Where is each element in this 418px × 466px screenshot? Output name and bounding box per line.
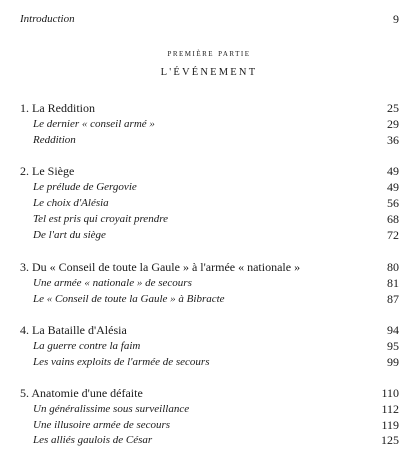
chapter-entry (20, 163, 399, 179)
section-entry (33, 417, 399, 433)
page-number: 81 (387, 276, 399, 290)
section-title: De l'art du siège (33, 229, 106, 241)
page-number: 125 (381, 433, 399, 447)
chapter-title: 5. Anatomie d'une défaite (20, 386, 143, 400)
page-number: 29 (387, 117, 399, 131)
section-title: Une armée « nationale » de secours (33, 277, 192, 289)
chapter-entry (20, 100, 399, 116)
section-entry (33, 116, 399, 132)
section-entry (33, 132, 399, 148)
section-title: Le choix d'Alésia (33, 197, 109, 209)
chapter-entry (20, 259, 399, 275)
section-entry (33, 179, 399, 195)
section-title: Les alliés gaulois de César (33, 434, 153, 446)
section-title: La guerre contre la faim (33, 340, 141, 352)
page-number: 87 (387, 292, 399, 306)
toc-entry-introduction (20, 11, 399, 27)
page-number: 72 (387, 228, 399, 242)
section-entry (33, 275, 399, 291)
page-number: 119 (381, 418, 399, 432)
page-number: 49 (387, 180, 399, 194)
section-title: Un généralissime sous surveillance (33, 403, 190, 415)
section-title: Le dernier « conseil armé » (33, 118, 155, 130)
page-number: 99 (387, 355, 399, 369)
chapter-title: 2. Le Siège (20, 164, 75, 178)
chapter-title: 1. La Reddition (20, 101, 95, 115)
chapter-entry (20, 385, 399, 401)
page-number: 36 (387, 133, 399, 147)
part-label: première partie (167, 48, 251, 59)
page-number: 110 (381, 386, 399, 400)
page-number: 94 (387, 323, 399, 337)
section-entry (33, 401, 399, 417)
part-title: L'ÉVÉNEMENT (160, 67, 258, 78)
section-entry (33, 211, 399, 227)
chapter-title: 4. La Bataille d'Alésia (20, 323, 127, 337)
page-number: 68 (387, 212, 399, 226)
chapter-title: 3. Du « Conseil de toute la Gaule » à l'armée « nationale » (20, 260, 301, 274)
section-title: Le prélude de Gergovie (33, 181, 137, 193)
page-number: 80 (387, 260, 399, 274)
chapter-entry (20, 322, 399, 338)
section-entry (33, 227, 399, 243)
section-title: Le « Conseil de toute la Gaule » à Bibracte (33, 293, 225, 305)
section-entry (33, 338, 399, 354)
page-number: 56 (387, 196, 399, 210)
page-number: 49 (387, 164, 399, 178)
page-number: 95 (387, 339, 399, 353)
page-number: 9 (393, 12, 399, 26)
section-title: Tel est pris qui croyait prendre (33, 213, 168, 225)
section-title: Reddition (33, 134, 76, 146)
page-number: 112 (381, 402, 399, 416)
section-entry (33, 195, 399, 211)
section-entry (33, 354, 399, 370)
section-entry (33, 291, 399, 307)
introduction-title: Introduction (20, 13, 75, 25)
section-entry (33, 432, 399, 448)
page-number: 25 (387, 101, 399, 115)
section-title: Une illusoire armée de secours (33, 419, 171, 431)
section-title: Les vains exploits de l'armée de secours (33, 356, 210, 368)
